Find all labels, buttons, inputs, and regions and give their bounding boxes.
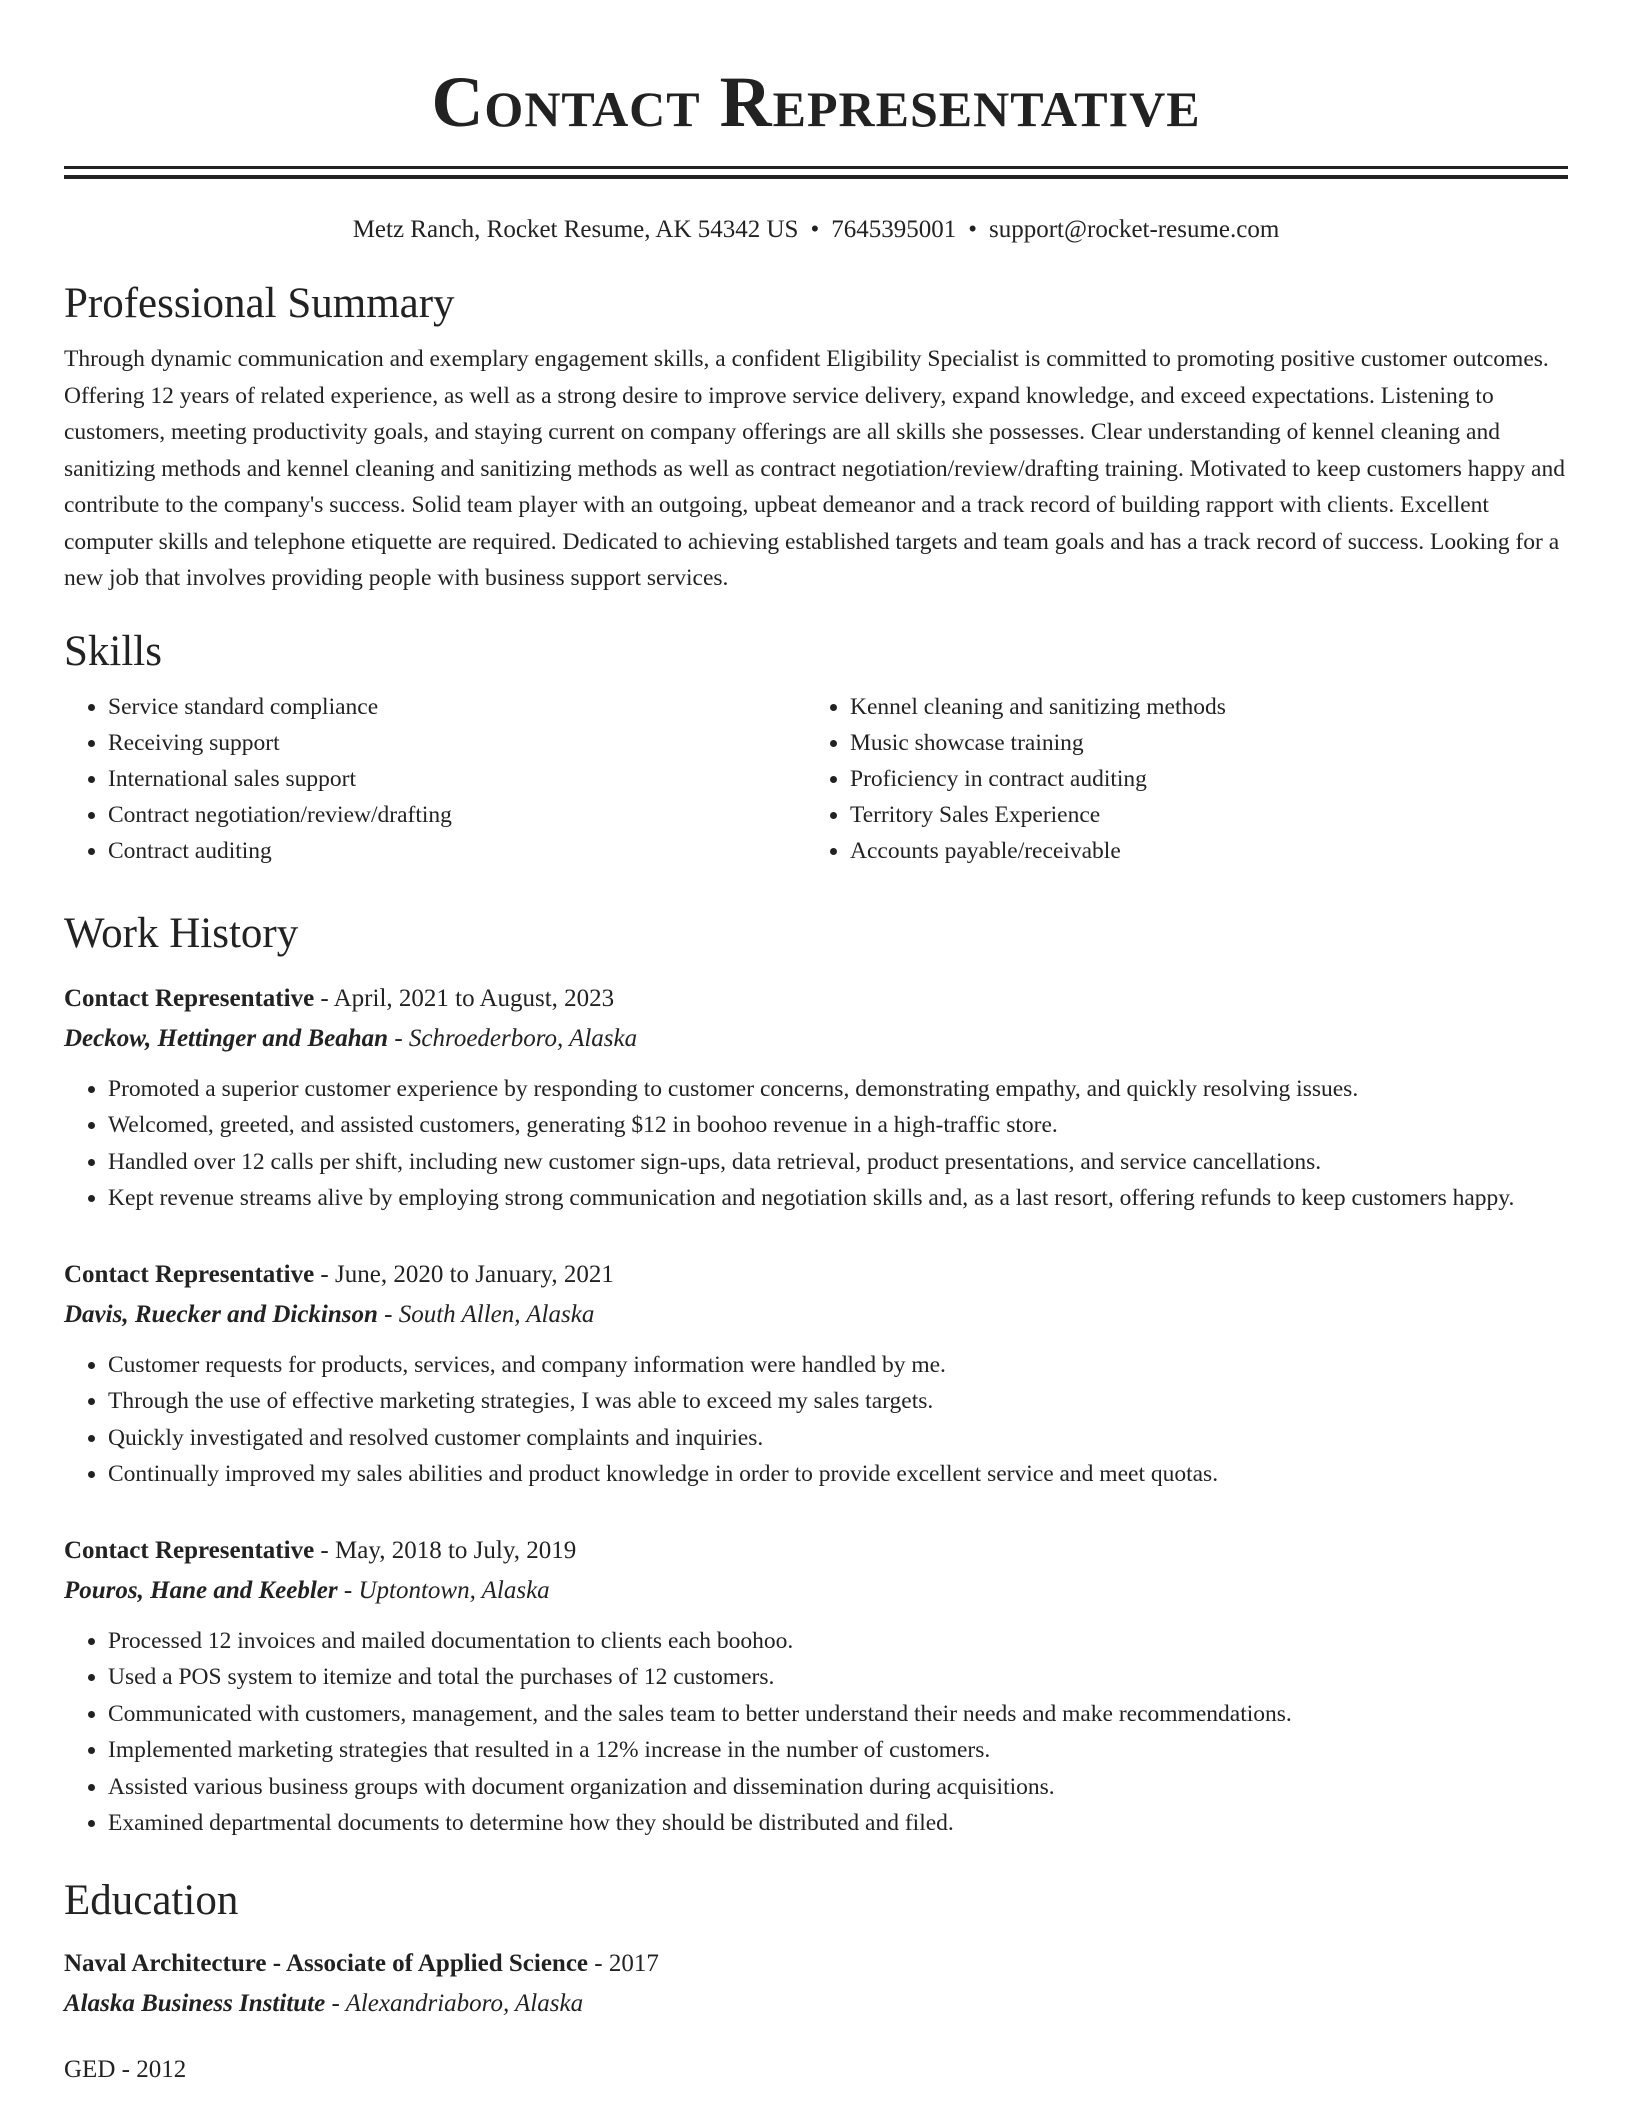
job-bullet: • Customer requests for products, services, and company information were handled by me. [108, 1347, 1568, 1384]
job-dates: - May, 2018 to July, 2019 [314, 1536, 577, 1564]
skill-item: • Accounts payable/receivable [850, 833, 1548, 869]
job-bullet: • Examined departmental documents to determine how they should be distributed and filed. [108, 1805, 1568, 1842]
job-bullets [64, 1623, 1568, 1842]
job-role: Contact Representative [64, 1536, 315, 1564]
skill-item: • Contract negotiation/review/drafting [108, 797, 806, 833]
education-school-line [64, 1984, 1568, 2024]
education-degree-line [64, 2050, 1568, 2090]
education-degree-line [64, 1944, 1568, 1984]
skills-list [64, 689, 1568, 869]
job-bullet: • Assisted various business groups with document organization and dissemination during acquisitions. [108, 1769, 1568, 1806]
skills-heading: Skills [64, 627, 162, 675]
header-rule-top [64, 166, 1568, 169]
skill-item: • International sales support [108, 761, 806, 797]
job-bullet: • Promoted a superior customer experience by responding to customer concerns, demonstrating empathy, and quickly resolving issues. [108, 1071, 1568, 1108]
education-year: - 2017 [588, 1949, 659, 1977]
job-title-line [64, 1255, 1568, 1295]
job-bullet: • Continually improved my sales abilities and product knowledge in order to provide excellent service and meet quotas. [108, 1456, 1568, 1493]
job-bullets [64, 1347, 1568, 1493]
education-entry [64, 2050, 1568, 2090]
contact-phone: 7645395001 [831, 216, 957, 243]
contact-address: Metz Ranch, Rocket Resume, AK 54342 US [352, 216, 799, 243]
summary-text: Through dynamic communication and exemplary engagement skills, a confident Eligibility Specialist is committed to promoting positive customer outcomes. Offering 12 years of related experience, as well as a strong desire to improve service delivery, expand knowledge, and exceed expectations. Listening to customers, meeting productivity goals, and staying current on company offerings are all skills she possesses. Clear understanding of kennel cleaning and sanitizing methods and kennel cleaning and sanitizing methods as well as contract negotiation/review/drafting training. Motivated to keep customers happy and contribute to the company's success. Solid team player with an outgoing, upbeat demeanor and a track record of building rapport with clients. Excellent computer skills and telephone etiquette are required. Dedicated to achieving established targets and team goals and has a track record of success. Looking for a new job that involves providing people with business support services. [64, 346, 1565, 591]
education-location: - Alexandriaboro, Alaska [325, 1989, 584, 2017]
skill-item: • Territory Sales Experience [850, 797, 1548, 833]
job-bullet: • Through the use of effective marketing strategies, I was able to exceed my sales targets. [108, 1383, 1568, 1420]
job-entry [64, 1255, 1568, 1493]
job-title-line [64, 979, 1568, 1019]
job-company: Deckow, Hettinger and Beahan [64, 1024, 389, 1052]
education-heading: Education [64, 1876, 239, 1924]
job-bullet: • Implemented marketing strategies that resulted in a 12% increase in the number of customers. [108, 1732, 1568, 1769]
header-rule-bottom [64, 175, 1568, 179]
skills-column-right [806, 689, 1548, 869]
job-company-line [64, 1019, 1568, 1059]
work-history-heading: Work History [64, 909, 299, 957]
job-location: - Uptontown, Alaska [337, 1576, 550, 1604]
job-entry [64, 1531, 1568, 1842]
job-dates: - April, 2021 to August, 2023 [314, 984, 615, 1012]
job-bullet: • Communicated with customers, management, and the sales team to better understand their needs and make recommendations. [108, 1696, 1568, 1733]
education-degree: Naval Architecture - Associate of Applied Science [64, 1949, 589, 1977]
education-school: Alaska Business Institute [64, 1989, 326, 2017]
job-title-line [64, 1531, 1568, 1571]
job-company: Davis, Ruecker and Dickinson [64, 1300, 378, 1328]
skill-item: • Service standard compliance [108, 689, 806, 725]
job-company: Pouros, Hane and Keebler [64, 1576, 338, 1604]
skills-column-left [64, 689, 806, 869]
job-bullet: • Processed 12 invoices and mailed documentation to clients each boohoo. [108, 1623, 1568, 1660]
job-entry [64, 979, 1568, 1217]
summary-heading: Professional Summary [64, 280, 455, 327]
contact-separator: • [810, 216, 820, 243]
contact-separator: • [968, 216, 977, 243]
job-bullet: • Kept revenue streams alive by employing strong communication and negotiation skills and, as a last resort, offering refunds to keep customers happy. [108, 1180, 1568, 1217]
job-bullet: • Used a POS system to itemize and total the purchases of 12 customers. [108, 1659, 1568, 1696]
skill-item: • Music showcase training [850, 725, 1548, 761]
job-location: - South Allen, Alaska [377, 1300, 595, 1328]
contact-email: support@rocket-resume.com [989, 216, 1280, 243]
education-degree: GED [64, 2055, 116, 2083]
skill-item: • Kennel cleaning and sanitizing methods [850, 689, 1548, 725]
job-bullets [64, 1071, 1568, 1217]
job-company-line [64, 1295, 1568, 1335]
job-bullet: • Handled over 12 calls per shift, including new customer sign-ups, data retrieval, product presentations, and service cancellations. [108, 1144, 1568, 1181]
skill-item: • Receiving support [108, 725, 806, 761]
job-role: Contact Representative [64, 984, 315, 1012]
skill-item: • Proficiency in contract auditing [850, 761, 1548, 797]
job-location: - Schroederboro, Alaska [388, 1024, 638, 1052]
job-company-line [64, 1571, 1568, 1611]
resume-name: Contact Representative [431, 62, 1201, 142]
job-role: Contact Representative [64, 1260, 315, 1288]
job-bullet: • Quickly investigated and resolved customer complaints and inquiries. [108, 1420, 1568, 1457]
job-bullet: • Welcomed, greeted, and assisted customers, generating $12 in boohoo revenue in a high-traffic store. [108, 1107, 1568, 1144]
education-entry [64, 1944, 1568, 2024]
contact-line [64, 213, 1568, 247]
skill-item: • Contract auditing [108, 833, 806, 869]
education-year: - 2012 [115, 2055, 187, 2083]
job-dates: - June, 2020 to January, 2021 [314, 1260, 614, 1288]
